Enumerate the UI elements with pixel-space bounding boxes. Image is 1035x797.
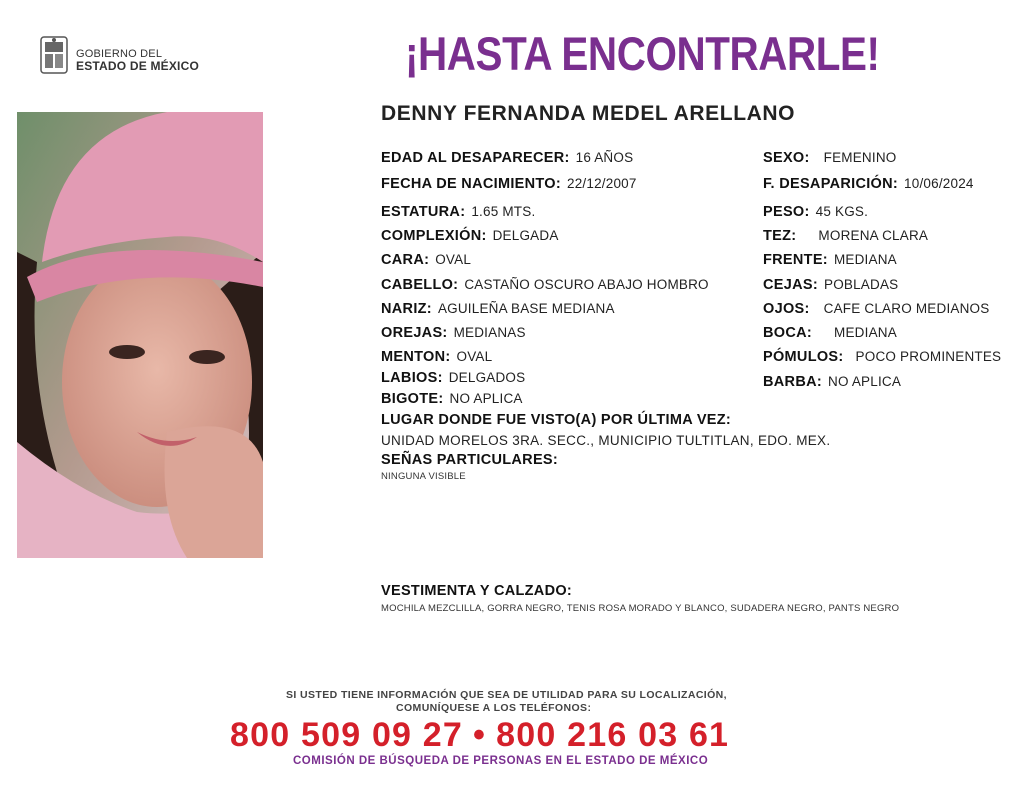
field-pomulos: PÓMULOS: POCO PROMINENTES — [763, 349, 1002, 365]
person-photo — [17, 112, 263, 558]
phone-separator: • — [473, 716, 487, 754]
field-edad: EDAD AL DESAPARECER: 16 AÑOS — [381, 150, 634, 166]
person-photo-icon — [17, 112, 263, 558]
field-cara: CARA: OVAL — [381, 252, 472, 268]
info-line2: COMUNÍQUESE A LOS TELÉFONOS: — [396, 702, 592, 714]
field-orejas: OREJAS: MEDIANAS — [381, 325, 526, 341]
field-cabello: CABELLO: CASTAÑO OSCURO ABAJO HOMBRO — [381, 277, 709, 293]
field-complexion: COMPLEXIÓN: DELGADA — [381, 228, 559, 244]
field-menton: MENTON: OVAL — [381, 349, 493, 365]
info-line1: SI USTED TIENE INFORMACIÓN QUE SEA DE UTILIDAD PARA SU LOCALIZACIÓN, — [286, 689, 727, 701]
headline: ¡HASTA ENCONTRARLE! — [405, 27, 880, 80]
field-ojos: OJOS: CAFE CLARO MEDIANOS — [763, 301, 990, 317]
marks-label: SEÑAS PARTICULARES: — [381, 452, 559, 468]
field-frente: FRENTE: MEDIANA — [763, 252, 897, 268]
commission-name: COMISIÓN DE BÚSQUEDA DE PERSONAS EN EL ESTADO DE MÉXICO — [293, 755, 709, 767]
phone-1[interactable]: 800 509 09 27 — [230, 716, 464, 754]
field-bigote: BIGOTE: NO APLICA — [381, 391, 523, 407]
phone-numbers — [230, 716, 729, 755]
field-labios: LABIOS: DELGADOS — [381, 370, 526, 386]
field-barba: BARBA: NO APLICA — [763, 374, 902, 390]
field-sexo: SEXO: FEMENINO — [763, 150, 897, 166]
government-logo — [40, 36, 210, 80]
field-estatura: ESTATURA: 1.65 MTS. — [381, 204, 536, 220]
field-tez: TEZ: MORENA CLARA — [763, 228, 929, 244]
last-seen-value: UNIDAD MORELOS 3RA. SECC., MUNICIPIO TULTITLAN, EDO. MEX. — [381, 433, 831, 448]
marks-value: NINGUNA VISIBLE — [381, 471, 466, 482]
phone-2[interactable]: 800 216 03 61 — [496, 716, 730, 754]
logo-line1: GOBIERNO DEL — [76, 48, 163, 60]
crest-icon — [40, 36, 68, 74]
last-seen-label: LUGAR DONDE FUE VISTO(A) POR ÚLTIMA VEZ: — [381, 412, 732, 428]
logo-line2: ESTADO DE MÉXICO — [76, 59, 199, 73]
field-cejas: CEJAS: POBLADAS — [763, 277, 899, 293]
field-peso: PESO: 45 KGS. — [763, 204, 869, 220]
clothing-label: VESTIMENTA Y CALZADO: — [381, 583, 573, 599]
field-boca: BOCA: MEDIANA — [763, 325, 897, 341]
person-name: DENNY FERNANDA MEDEL ARELLANO — [381, 102, 796, 125]
field-nariz: NARIZ: AGUILEÑA BASE MEDIANA — [381, 301, 615, 317]
field-fecha-desaparicion: F. DESAPARICIÓN: 10/06/2024 — [763, 176, 974, 192]
clothing-value: MOCHILA MEZCLILLA, GORRA NEGRO, TENIS ROSA MORADO Y BLANCO, SUDADERA NEGRO, PANTS NEGRO — [381, 603, 900, 614]
field-fecha-nacimiento: FECHA DE NACIMIENTO: 22/12/2007 — [381, 176, 637, 192]
